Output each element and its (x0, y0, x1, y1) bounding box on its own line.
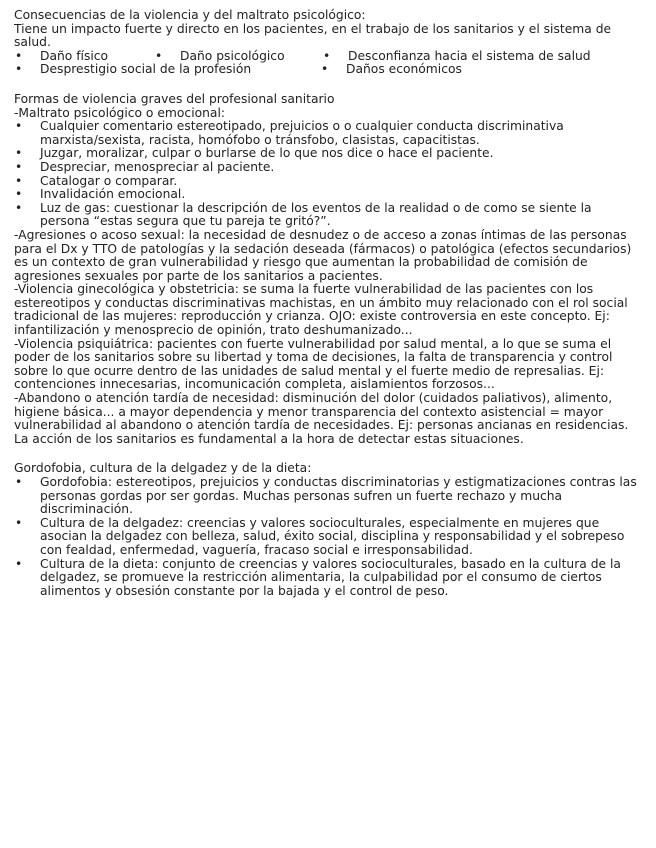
consequences-row-2 (14, 63, 642, 77)
consequence-item: • Daños económicos (320, 63, 462, 77)
list-item: • Cultura de la dieta: conjunto de creencias y valores socioculturales, basado en la cultura de la delgadez, se promueve la restricción alimentaria, la culpabilidad por el consumo de ciertos alimentos y obsesión constante por la bajada y el control de peso. (14, 558, 642, 599)
paragraph-neglect: -Abandono o atención tardía de necesidad: disminución del dolor (cuidados paliativos), alimento, higiene básica... a mayor dependencia y menor transparencia del contexto asistencial = mayor vulnerabilidad al abandono o atención tardía de necesidades. Ej: personas ancianas en residencias. La acción de los sanitarios es fundamental a la hora de detectar estas situaciones. (14, 391, 629, 446)
psychological-abuse-list (14, 120, 642, 229)
section-2-title: Formas de violencia graves del profesional sanitario (14, 91, 335, 106)
consequences-row-1 (14, 50, 642, 64)
consequence-item: • Daño psicológico (154, 50, 322, 64)
section-1-intro: Tiene un impacto fuerte y directo en los pacientes, en el trabajo de los sanitarios y el sistema de salud. (14, 21, 612, 50)
consequence-item: • Desprestigio social de la profesión (14, 63, 324, 77)
list-item: • Luz de gas: cuestionar la descripción de los eventos de la realidad o de como se siente la persona “estas segura que tu pareja te gritó?”. (14, 202, 642, 229)
paragraph-psychiatric-violence: -Violencia psiquiátrica: pacientes con fuerte vulnerabilidad por salud mental, a lo que se suma el poder de los sanitarios sobre su libertad y toma de decisiones, la falta de transparencia y control sobre lo que ocurre dentro de las unidades de salud mental y el fuerte medio de represalias. Ej: contenciones innecesarias, incomunicación completa, aislamientos forzosos... (14, 336, 613, 392)
consequence-item: • Desconfianza hacia el sistema de salud (322, 50, 591, 64)
section-2-subtitle: -Maltrato psicológico o emocional: (14, 105, 226, 120)
fatphobia-list (14, 476, 642, 598)
list-item: • Catalogar o comparar. (14, 175, 642, 189)
paragraph-sexual-harassment: -Agresiones o acoso sexual: la necesidad de desnudez o de acceso a zonas íntimas de las personas para el Dx y TTO de patologías y la sedación deseada (fármacos) o patológica (efectos secundarios) es un contexto de gran vulnerabilidad y riesgo que aumentan la probabilidad de comisión de agresiones sexuales por parte de los sanitarios a pacientes. (14, 227, 632, 283)
list-item: • Gordofobia: estereotipos, prejuicios y conductas discriminatorias y estigmatizaciones contras las personas gordas por ser gordas. Muchas personas sufren un fuerte rechazo y mucha discriminación. (14, 476, 642, 517)
list-item: • Cultura de la delgadez: creencias y valores socioculturales, especialmente en mujeres que asocian la delgadez con belleza, salud, éxito social, disciplina y responsabilidad y el sobrepeso con fealdad, enfermedad, vaguería, fracaso social e irresponsabilidad. (14, 517, 642, 558)
paragraph-obstetric-violence: -Violencia ginecológica y obstetricia: se suma la fuerte vulnerabilidad de las pacientes con los estereotipos y conductas discriminativas machistas, en un ámbito muy relacionado con el rol social tradicional de las mujeres: reproducción y crianza. OJO: existe controversia en este concepto. Ej: infantilización y menosprecio de opinión, trato deshumanizado... (14, 282, 628, 338)
section-1-title: Consecuencias de la violencia y del maltrato psicológico: (14, 8, 366, 22)
list-item: • Juzgar, moralizar, culpar o burlarse de lo que nos dice o hace el paciente. (14, 147, 642, 161)
consequence-item: • Daño físico (14, 50, 154, 64)
list-item: • Cualquier comentario estereotipado, prejuicios o o cualquier conducta discriminativa marxista/sexista, racista, homófobo o tránsfobo, clasistas, capacitistas. (14, 120, 642, 147)
section-3-title: Gordofobia, cultura de la delgadez y de la dieta: (14, 461, 312, 476)
list-item: • Invalidación emocional. (14, 188, 642, 202)
list-item: • Despreciar, menospreciar al paciente. (14, 161, 642, 175)
